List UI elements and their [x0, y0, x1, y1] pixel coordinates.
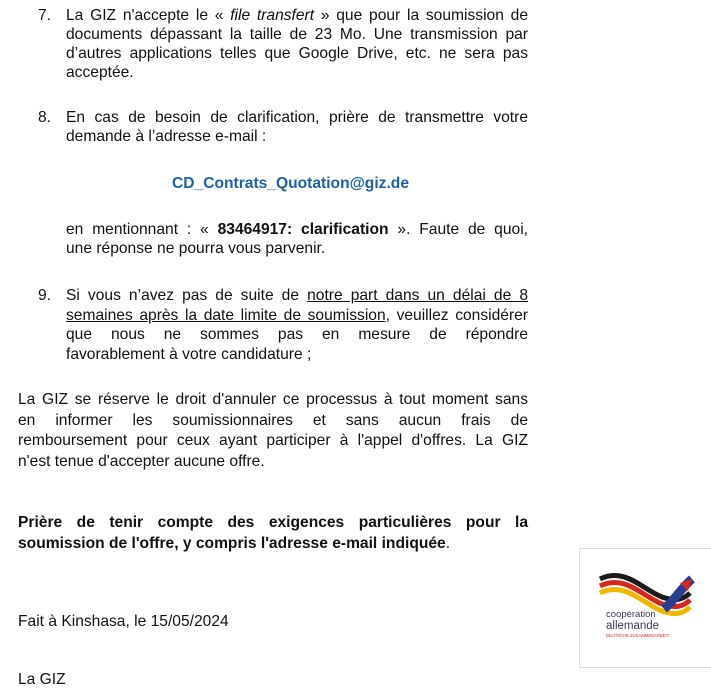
text-line: semaines après la date limite de soumission, veuillez considérer: [66, 306, 528, 324]
text-line: documents dépassant la taille de 23 Mo. Une transmission par: [66, 26, 528, 43]
text-line: favorablement à votre candidature ;: [66, 345, 312, 363]
text-line: La GIZ n'accepte le « file transfert » que pour la soumission de: [66, 7, 528, 24]
text-line: une réponse ne pourra vous parvenir.: [66, 240, 326, 257]
text-line: En cas de besoin de clarification, prière de transmettre votre: [66, 109, 528, 126]
list-item-8-continued: [38, 220, 528, 260]
logo-text-line3: DEUTSCHE ZUSAMMENARBEIT: [606, 633, 670, 638]
submission-notice: [18, 512, 528, 554]
list-number: 8.: [38, 109, 52, 126]
contact-email-link[interactable]: CD_Contrats_Quotation@giz.de: [172, 175, 409, 192]
text-line: en mentionnant : « 83464917: clarification ». Faute de quoi,: [66, 221, 528, 238]
list-item-text: [66, 6, 528, 82]
text-line: demande à l’adresse e-mail :: [66, 128, 267, 145]
signature: La GIZ: [18, 671, 66, 688]
reference-number: 83464917: clarification: [217, 221, 389, 238]
list-number: 9.: [38, 287, 52, 304]
list-item-7: [38, 6, 528, 86]
reserve-paragraph: [18, 390, 528, 472]
logo-text-line2: allemande: [606, 620, 660, 632]
cooperation-allemande-logo: [579, 548, 711, 668]
text-line: soumission de l'offre, y compris l'adresse e-mail indiquée.: [18, 535, 451, 552]
text-line: La GIZ se réserve le droit d'annuler ce processus à tout moment sans: [18, 391, 528, 408]
text-line: d’autres applications telles que Google Drive, etc. ne sera pas: [66, 45, 528, 62]
logo-graphic: [580, 549, 711, 667]
text-line: en informer les soumissionnaires et sans aucun frais de: [18, 411, 528, 429]
list-number: 7.: [38, 7, 52, 24]
list-item-text: [66, 108, 528, 146]
list-item-9: [38, 286, 528, 366]
place-date: Fait à Kinshasa, le 15/05/2024: [18, 613, 229, 630]
text-line: Si vous n’avez pas de suite de notre part dans un délai de 8: [66, 287, 529, 304]
text-line: acceptée.: [66, 64, 134, 81]
text-line: n'est tenue d'accepter aucune offre.: [18, 452, 265, 470]
list-item-text: [66, 286, 528, 364]
logo-text-line1: coopération: [606, 609, 656, 620]
list-item-8: [38, 108, 528, 148]
text-line: que nous ne sommes pas en mesure de répondre: [66, 326, 528, 343]
text-line: Prière de tenir compte des exigences particulières pour la: [18, 514, 528, 531]
text-line: remboursement pour ceux ayant participer à l'appel d'offres. La GIZ: [18, 432, 528, 449]
list-item-text: [66, 220, 528, 258]
